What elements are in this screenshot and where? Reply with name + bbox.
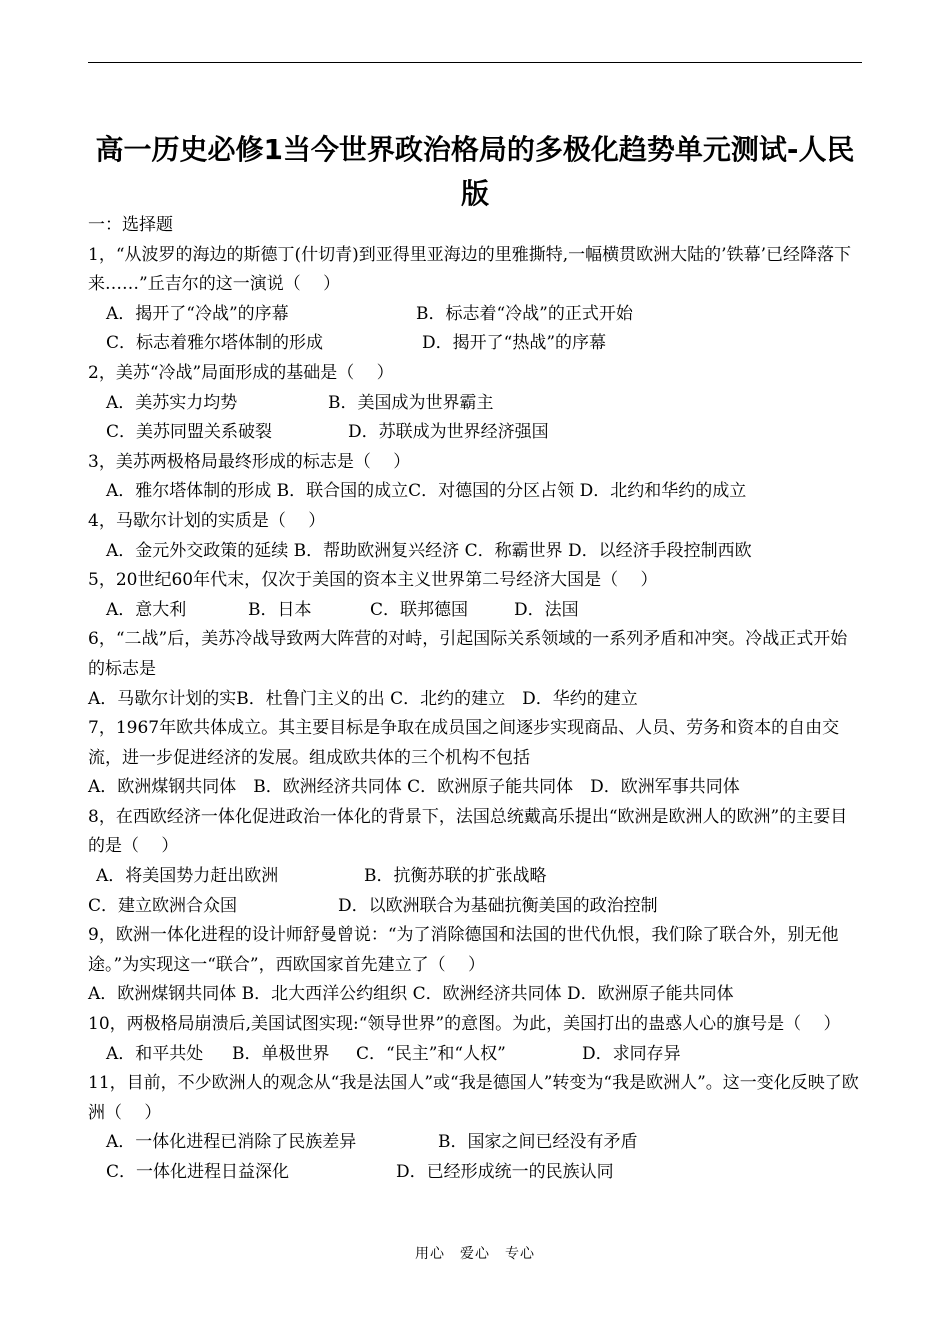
question-5-option-c: C．联邦德国 [370, 599, 469, 620]
question-10-option-a: A．和平共处 [106, 1043, 204, 1064]
question-2-options-row-1 [88, 389, 864, 419]
question-2-option-a: A．美苏实力均势 [106, 392, 238, 413]
question-8-options-row-1 [88, 862, 864, 892]
question-3-options: A．雅尔塔体制的形成 B．联合国的成立C．对德国的分区占领 D．北约和华约的成立 [106, 481, 747, 502]
question-1-options-row-1 [88, 300, 864, 330]
question-5-option-d: D．法国 [514, 599, 579, 620]
question-9-options: A．欧洲煤钢共同体 B．北大西洋公约组织 C．欧洲经济共同体 D．欧洲原子能共同体 [88, 984, 734, 1005]
question-8-option-a: A．将美国势力赶出欧洲 [96, 866, 279, 887]
question-5-stem: 5，20世纪60年代末，仅次于美国的资本主义世界第二号经济大国是（ ） [88, 570, 658, 591]
question-10-options [88, 1040, 864, 1070]
question-7-stem: 7，1967年欧共体成立。其主要目标是争取在成员国之间逐步实现商品、人员、劳务和资本的自由交流，进一步促进经济的发展。组成欧共体的三个机构不包括 [88, 718, 840, 768]
question-10-option-b: B．单极世界 [232, 1043, 330, 1064]
question-10-option-d: D．求同存异 [582, 1043, 681, 1064]
question-1-options-row-2 [88, 329, 864, 359]
question-5-options [88, 596, 864, 626]
question-1-stem: 1，“从波罗的海边的斯德丁(什切青)到亚得里亚海边的里雅撕特,一幅横贯欧洲大陆的’铁幕’已经降落下来……”丘吉尔的这一演说（ ） [88, 244, 851, 295]
question-11-options-row-1 [88, 1128, 864, 1158]
question-11-option-c: C．一体化进程日益深化 [106, 1162, 290, 1182]
question-10-option-c: C．“民主”和“人权” [356, 1043, 506, 1064]
question-6-options: A．马歇尔计划的实B．杜鲁门主义的出 C．北约的建立 D．华约的建立 [88, 688, 638, 709]
question-11-option-b: B．国家之间已经没有矛盾 [438, 1132, 638, 1153]
question-1-option-c: C．标志着雅尔塔体制的形成 [106, 333, 324, 354]
question-10-stem: 10，两极格局崩溃后,美国试图实现:“领导世界”的意图。为此，美国打出的蛊惑人心的旗号是（ ） [88, 1014, 841, 1035]
question-4-stem: 4，马歇尔计划的实质是（ ） [88, 510, 326, 531]
question-5-option-b: B．日本 [248, 599, 312, 620]
question-11-option-d: D．已经形成统一的民族认同 [396, 1162, 614, 1182]
question-7-options: A．欧洲煤钢共同体 B．欧洲经济共同体 C．欧洲原子能共同体 D．欧洲军事共同体 [88, 777, 740, 798]
question-2-option-d: D．苏联成为世界经济强国 [348, 422, 549, 443]
question-8-option-b: B．抗衡苏联的扩张战略 [364, 866, 547, 887]
question-2-stem: 2，美苏“冷战”局面形成的基础是（ ） [88, 362, 394, 383]
question-list [88, 211, 864, 1188]
page-title: 高一历史必修1当今世界政治格局的多极化趋势单元测试-人民版 [95, 133, 855, 210]
question-1-option-a: A．揭开了“冷战”的序幕 [106, 303, 289, 324]
question-9-stem: 9，欧洲一体化进程的设计师舒曼曾说：“为了消除德国和法国的世代仇恨，我们除了联合外，别无他途。”为实现这一“联合”，西欧国家首先建立了（ ） [88, 925, 839, 975]
question-11-stem: 11，目前，不少欧洲人的观念从“我是法国人”或“我是德国人”转变为“我是欧洲人”。这一变化反映了欧洲（ ） [88, 1073, 859, 1123]
page-footer: 用心 爱心 专心 [415, 1246, 535, 1262]
header-rule [88, 62, 862, 63]
question-3-stem: 3，美苏两极格局最终形成的标志是（ ） [88, 451, 411, 472]
question-11-options-row-2 [88, 1158, 864, 1188]
question-11-option-a: A．一体化进程已消除了民族差异 [106, 1132, 357, 1153]
question-8-options-row-2 [88, 892, 864, 922]
question-6-stem: 6，“二战”后，美苏冷战导致两大阵营的对峙，引起国际关系领域的一系列矛盾和冲突。冷战正式开始的标志是 [88, 629, 848, 679]
question-2-option-c: C．美苏同盟关系破裂 [106, 422, 273, 443]
question-4-options: A．金元外交政策的延续 B．帮助欧洲复兴经济 C．称霸世界 D．以经济手段控制西欧 [106, 540, 752, 561]
question-1-option-b: B．标志着“冷战”的正式开始 [416, 303, 633, 324]
question-1-option-d: D．揭开了“热战”的序幕 [422, 333, 607, 354]
question-8-stem: 8，在西欧经济一体化促进政治一体化的背景下，法国总统戴高乐提出“欧洲是欧洲人的欧洲”的主要目的是（ ） [88, 806, 848, 857]
question-2-options-row-2 [88, 418, 864, 448]
question-8-option-d: D．以欧洲联合为基础抗衡美国的政治控制 [338, 895, 658, 916]
question-2-option-b: B．美国成为世界霸主 [328, 392, 494, 413]
question-8-option-c: C．建立欧洲合众国 [88, 895, 238, 916]
section-heading: 一：选择题 [88, 215, 173, 235]
question-5-option-a: A．意大利 [106, 599, 187, 620]
